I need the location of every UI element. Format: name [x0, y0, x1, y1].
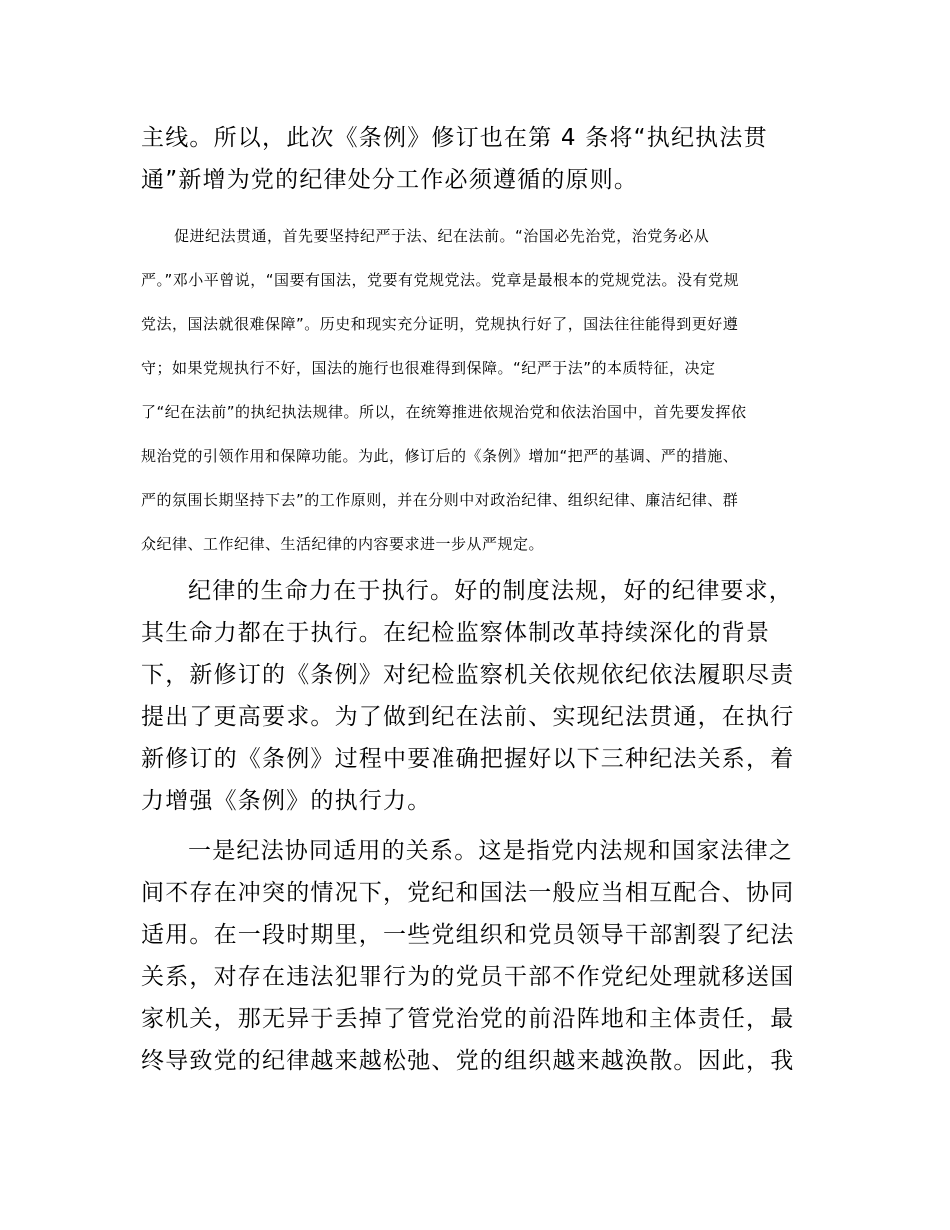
text-line: 家机关，那无异于丢掉了管党治党的前沿阵地和主体责任，最 [141, 1006, 795, 1032]
paragraph-continuation [141, 117, 768, 201]
text-line: 关系，对存在违法犯罪行为的党员干部不作党纪处理就移送国 [141, 964, 795, 990]
paragraph-quote-block [141, 214, 747, 566]
paragraph-first-relationship [141, 830, 794, 1082]
text-line: 守；如果党规执行不好，国法的施行也很难得到保障。“纪严于法”的本质特征，决定 [141, 359, 716, 377]
text-line: 通”新增为党的纪律处分工作必须遵循的原则。 [141, 167, 639, 193]
text-line: 纪律的生命力在于执行。好的制度法规，好的纪律要求， [188, 578, 793, 604]
text-line: 适用。在一段时期里，一些党组织和党员领导干部割裂了纪法 [141, 922, 795, 948]
text-line: 了“纪在法前”的执纪执法规律。所以，在统筹推进依规治党和依法治国中，首先要发挥依 [141, 403, 747, 421]
text-line: 新修订的《条例》过程中要准确把握好以下三种纪法关系，着 [141, 746, 795, 772]
text-line: 众纪律、工作纪律、生活纪律的内容要求进一步从严规定。 [141, 535, 545, 553]
text-line: 终导致党的纪律越来越松弛、党的组织越来越涣散。因此，我 [141, 1048, 795, 1074]
text-line: 一是纪法协同适用的关系。这是指党内法规和国家法律之 [188, 838, 793, 864]
text-line: 提出了更高要求。为了做到纪在法前、实现纪法贯通，在执行 [141, 704, 795, 730]
text-line: 下，新修订的《条例》对纪检监察机关依规依纪依法履职尽责 [141, 662, 795, 688]
paragraph-discipline-execution [141, 570, 794, 822]
text-line: 力增强《条例》的执行力。 [141, 788, 432, 814]
text-line: 规治党的引领作用和保障功能。为此，修订后的《条例》增加“把严的基调、严的措施、 [141, 447, 739, 465]
text-line: 党法，国法就很难保障”。历史和现实充分证明，党规执行好了，国法往往能得到更好遵 [141, 315, 739, 333]
text-line: 间不存在冲突的情况下，党纪和国法一般应当相互配合、协同 [141, 880, 795, 906]
text-line: 促进纪法贯通，首先要坚持纪严于法、纪在法前。“治国必先治党，治党务必从 [174, 227, 710, 245]
text-line: 严。”邓小平曾说，“国要有国法，党要有党规党法。党章是最根本的党规党法。没有党规 [141, 271, 740, 289]
text-line: 其生命力都在于执行。在纪检监察体制改革持续深化的背景 [141, 620, 771, 646]
text-line: 主线。所以，此次《条例》修订也在第 4 条将“执纪执法贯 [141, 125, 768, 151]
text-line: 严的氛围长期坚持下去”的工作原则，并在分则中对政治纪律、组织纪律、廉洁纪律、群 [141, 491, 739, 509]
